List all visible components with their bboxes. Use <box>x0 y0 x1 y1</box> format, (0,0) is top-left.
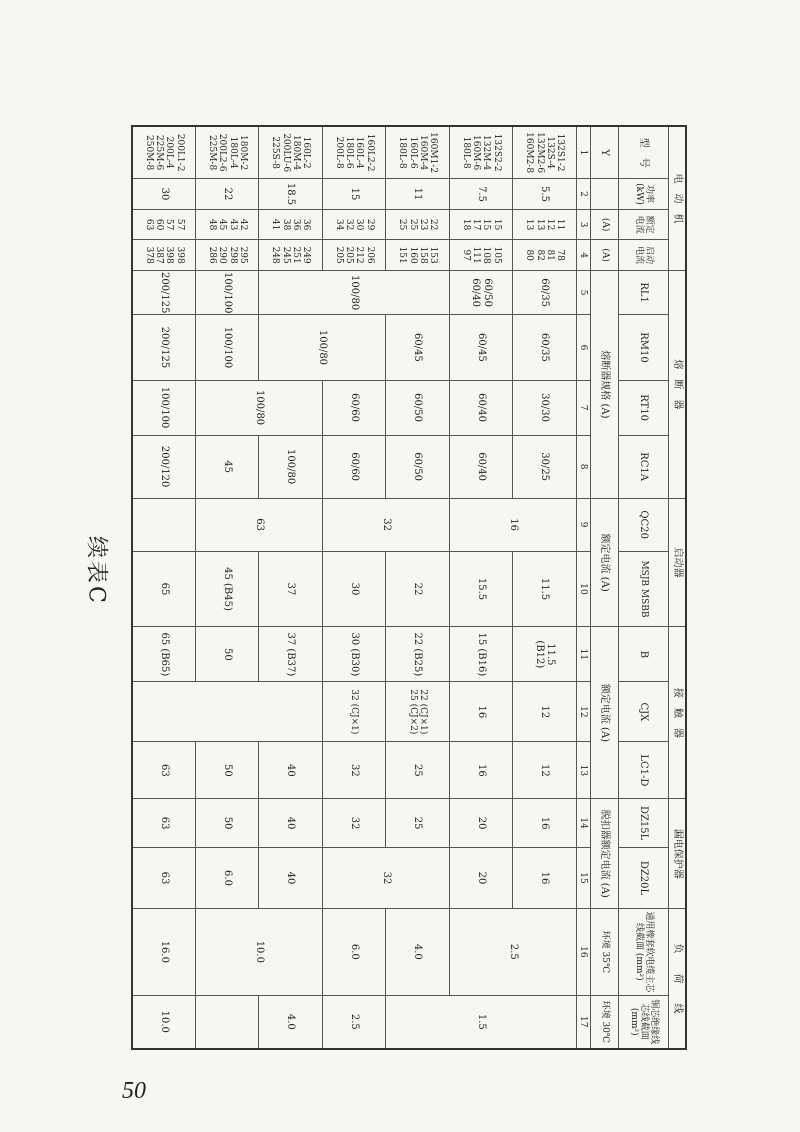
model-cell: 180M-2 180L-4 200L2-6 225M-8 <box>196 126 259 179</box>
col-number: 13 <box>576 742 590 799</box>
col-lc1d: LC1-D <box>619 742 669 799</box>
rl1-cell: 200/125 <box>132 270 196 314</box>
col-power: 功率 (kW) <box>619 179 669 210</box>
copper-wire-cell: 6.0 <box>196 847 259 908</box>
b-cell: 11.5 (B12) <box>513 627 576 682</box>
col-rated-current: 额定 电流 <box>619 209 669 240</box>
rl1-cell: 60/35 <box>513 270 576 314</box>
col-start-current: 启动 电流 <box>619 240 669 271</box>
copper-wire-cell: 4.0 <box>259 995 322 1049</box>
msjb-cell: 37 <box>259 551 322 627</box>
lc1d-cell: 50 <box>196 627 259 682</box>
copper-wire-cell: 1.5 <box>386 995 576 1049</box>
copper-wire-cell: 2.5 <box>322 995 385 1049</box>
col-number: 11 <box>576 627 590 682</box>
col-number: 2 <box>576 179 590 210</box>
unit-env30: 环境 30℃ <box>590 995 618 1049</box>
rt10-cell: 100/80 <box>196 380 323 435</box>
cjx-cell <box>132 682 322 742</box>
unit-contactor-rated: 额定电流 (A) <box>590 627 618 799</box>
dz15l-cell: 16 <box>513 799 576 848</box>
col-number: 10 <box>576 551 590 627</box>
col-dz20l: DZ20L <box>619 847 669 908</box>
col-b: B <box>619 627 669 682</box>
col-msjb: MSJB MSBB <box>619 551 669 627</box>
model-cell: 160M1-2 160M-4 160L-6 180L-8 <box>386 126 449 179</box>
page-number: 50 <box>122 1078 146 1104</box>
dz15l-cell: 40 <box>259 799 322 848</box>
start-current-cell: 206 212 205 205 <box>322 240 385 271</box>
spec-table <box>131 125 687 1050</box>
lc1d-cell: 12 <box>513 742 576 799</box>
b-cell: 30 (B30) <box>322 627 385 682</box>
model-cell: 160L2-2 160L-4 180L-6 200L-8 <box>322 126 385 179</box>
qc20-cell: 32 <box>322 498 449 551</box>
unit-a2: (A) <box>590 240 618 271</box>
start-current-cell: 78 81 82 80 <box>513 240 576 271</box>
msjb-cell: 65 <box>132 551 196 627</box>
model-cell: 160L-2 180M-4 200LU-6 225S-8 <box>259 126 322 179</box>
rt10-cell: 30/30 <box>513 380 576 435</box>
col-number: 9 <box>576 498 590 551</box>
page-title: 续表C <box>83 536 109 606</box>
unit-y: Y <box>590 126 618 179</box>
col-qc20: QC20 <box>619 498 669 551</box>
dz15l-cell: 63 <box>132 799 196 848</box>
rt10-cell: 60/50 <box>386 380 449 435</box>
rl1-cell: 100/80 <box>259 270 449 314</box>
col-rubber-cable: 通用橡套软电缆主芯线截面 (mm²) <box>619 909 669 995</box>
group-load: 负 荷 线 <box>669 909 686 1049</box>
cjx-cell: 16 <box>449 682 512 742</box>
b-cell: 37 (B37) <box>259 627 322 682</box>
rc1a-cell: 60/40 <box>449 435 512 498</box>
rc1a-cell: 30/25 <box>513 435 576 498</box>
dz20l-cell: 16 <box>513 847 576 908</box>
qc20-cell: 16 <box>449 498 576 551</box>
unit-starter-rated: 额定电流 (A) <box>590 498 618 627</box>
msjb-cell: 15.5 <box>449 551 512 627</box>
col-number: 17 <box>576 995 590 1049</box>
b-cell: 22 (B25) <box>386 627 449 682</box>
col-rl1: RL1 <box>619 270 669 314</box>
col-number: 14 <box>576 799 590 848</box>
qc20-cell: 63 <box>196 498 323 551</box>
power-cell: 18.5 <box>259 179 322 210</box>
col-model: 型 号 <box>619 126 669 179</box>
rt10-cell: 60/60 <box>322 380 385 435</box>
lc1d-cell: 32 <box>322 742 385 799</box>
lc1d-cell: 25 <box>386 742 449 799</box>
rubber-cable-cell: 16.0 <box>132 909 196 995</box>
power-cell: 7.5 <box>449 179 512 210</box>
rated-current-cell: 22 23 25 25 <box>386 209 449 240</box>
rc1a-cell: 100/80 <box>259 435 322 498</box>
rm10-cell: 200/125 <box>132 315 196 380</box>
col-cjx: CJX <box>619 682 669 742</box>
start-current-cell: 398 398 387 378 <box>132 240 196 271</box>
power-cell: 15 <box>322 179 385 210</box>
rl1-cell: 100/100 <box>196 270 259 314</box>
b-cell: 65 (B65) <box>132 627 196 682</box>
power-cell: 5.5 <box>513 179 576 210</box>
unit-fuse-spec: 熔断器规格 (A) <box>590 270 618 498</box>
group-contactor: 接 触 器 <box>669 627 686 799</box>
msjb-cell: 22 <box>386 551 449 627</box>
power-cell: 22 <box>196 179 259 210</box>
dz15l-cell: 25 <box>386 799 449 848</box>
rated-current-cell: 42 43 45 48 <box>196 209 259 240</box>
col-number: 5 <box>576 270 590 314</box>
msjb-cell: 30 <box>322 551 385 627</box>
rm10-cell: 60/35 <box>513 315 576 380</box>
col-number: 6 <box>576 315 590 380</box>
b-cell: 15 (B16) <box>449 627 512 682</box>
group-starter: 启动器 <box>669 498 686 627</box>
cjx-cell: 12 <box>513 682 576 742</box>
rc1a-cell: 200/120 <box>132 435 196 498</box>
lc1d-cell: 63 <box>132 742 196 799</box>
power-cell: 30 <box>132 179 196 210</box>
col-number: 1 <box>576 126 590 179</box>
unit-a1: (A) <box>590 209 618 240</box>
col-number: 8 <box>576 435 590 498</box>
rm10-cell: 100/80 <box>259 315 386 380</box>
lc1d-cell: 40 <box>259 742 322 799</box>
col-number: 15 <box>576 847 590 908</box>
b-cell: 45 (B45) <box>196 551 259 627</box>
model-cell: 132S1-2 132S-4 132M2-6 160M2-8 <box>513 126 576 179</box>
qc20-cell <box>132 498 196 551</box>
unit-breaker-rated: 脱扣器额定电流 (A) <box>590 799 618 909</box>
group-leakage: 漏电保护器 <box>669 799 686 909</box>
msjb-cell: 45 <box>196 435 259 498</box>
msjb-cell: 11.5 <box>513 551 576 627</box>
col-copper-wire: 铜芯绝缘线芯线截面 (mm²) <box>619 995 669 1049</box>
start-current-cell: 153 158 160 151 <box>386 240 449 271</box>
rl1-cell: 60/50 60/40 <box>449 270 512 314</box>
group-fuse: 熔 断 器 <box>669 270 686 498</box>
rubber-cable-cell: 6.0 <box>322 909 385 995</box>
col-number: 3 <box>576 209 590 240</box>
dz15l-cell: 32 <box>322 799 385 848</box>
lc1d-cell: 16 <box>449 742 512 799</box>
dz20l-cell: 50 <box>196 799 259 848</box>
col-number: 12 <box>576 682 590 742</box>
col-rt10: RT10 <box>619 380 669 435</box>
rubber-cable-cell: 2.5 <box>449 909 576 995</box>
rc1a-cell: 60/60 <box>322 435 385 498</box>
copper-wire-cell: 10.0 <box>132 995 196 1049</box>
col-rc1a: RC1A <box>619 435 669 498</box>
rated-current-cell: 15 15 17 18 <box>449 209 512 240</box>
power-cell: 11 <box>386 179 449 210</box>
dz20l-cell: 20 <box>449 847 512 908</box>
table-container <box>131 125 687 1050</box>
dz20l-cell: 40 <box>259 847 322 908</box>
rated-current-cell: 36 36 38 41 <box>259 209 322 240</box>
start-current-cell: 105 108 111 97 <box>449 240 512 271</box>
rt10-cell: 60/40 <box>449 380 512 435</box>
cjx-cell: 22 (CJ×1) 25 (CJ×2) <box>386 682 449 742</box>
rm10-cell: 60/45 <box>386 315 449 380</box>
rm10-cell: 60/45 <box>449 315 512 380</box>
col-number: 16 <box>576 909 590 995</box>
col-rm10: RM10 <box>619 315 669 380</box>
dz20l-cell: 32 <box>322 847 449 908</box>
dz20l-cell: 63 <box>132 847 196 908</box>
rc1a-cell: 100/100 <box>196 315 259 380</box>
rubber-cable-cell: 10.0 <box>196 909 323 995</box>
group-motor: 电 动 机 <box>669 126 686 270</box>
unit-env35: 环境 35℃ <box>590 909 618 995</box>
dz15l-cell: 20 <box>449 799 512 848</box>
cjx-cell: 32 (CJ×1) <box>322 682 385 742</box>
start-current-cell: 249 251 245 248 <box>259 240 322 271</box>
rt10-cell: 100/100 <box>132 380 196 435</box>
col-number: 7 <box>576 380 590 435</box>
col-dz15l: DZ15L <box>619 799 669 848</box>
model-cell: 200L1-2 200L-4 225M-6 250M-8 <box>132 126 196 179</box>
rc1a-cell: 60/50 <box>386 435 449 498</box>
rated-current-cell: 57 57 60 63 <box>132 209 196 240</box>
start-current-cell: 295 298 290 286 <box>196 240 259 271</box>
col-number: 4 <box>576 240 590 271</box>
rated-current-cell: 11 12 13 13 <box>513 209 576 240</box>
model-cell: 132S2-2 132M-4 160M-6 180L-8 <box>449 126 512 179</box>
rubber-cable-cell: 4.0 <box>386 909 449 995</box>
rated-current-cell: 29 30 32 34 <box>322 209 385 240</box>
dz15l-cell: 50 <box>196 742 259 799</box>
